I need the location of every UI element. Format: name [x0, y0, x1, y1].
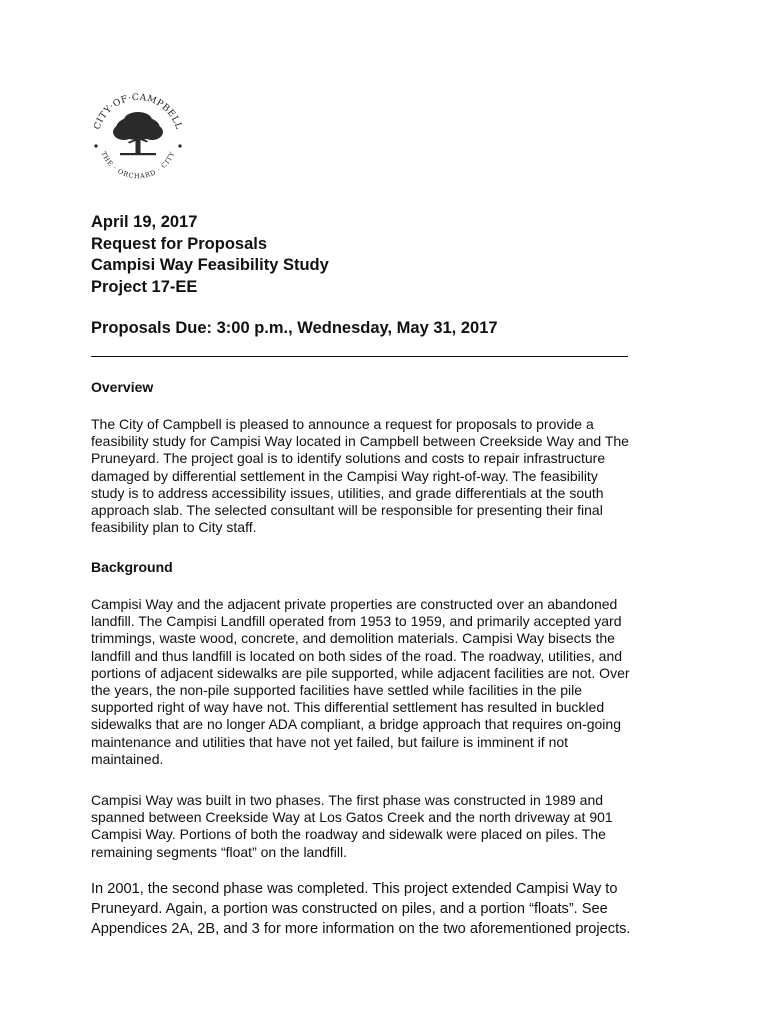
text-line: feasibility study for Campisi Way located in Campbell between Creekside Way and The [91, 433, 629, 450]
overview-paragraph [91, 416, 681, 536]
text-line: landfill. The Campisi Landfill operated from 1953 to 1959, and primarily accepted yard [91, 613, 622, 630]
text-line: Pruneyard. Again, a portion was constructed on piles, and a portion “floats”. See [91, 901, 608, 917]
city-seal-logo [84, 82, 192, 190]
svg-text:CITY·OF·CAMPBELL: CITY·OF·CAMPBELL [92, 92, 184, 131]
background-paragraph-2 [91, 792, 681, 861]
text-line: Appendices 2A, 2B, and 3 for more information on the two aforementioned projects. [91, 921, 631, 937]
text-line: Campisi Way. Portions of both the roadway and sidewalk were placed on piles. The [91, 826, 606, 843]
text-line: Campisi Way was built in two phases. The first phase was constructed in 1989 and [91, 792, 604, 808]
document-type: Request for Proposals [91, 234, 268, 253]
text-line: supported right of way have not. This differential settlement has resulted in buckled [91, 699, 605, 716]
document-date: April 19, 2017 [91, 213, 198, 231]
text-line: landfill and thus landfill is located on both sides of the road. The roadway, utilities, and [91, 647, 623, 664]
text-line: trimmings, waste wood, concrete, and demolition materials. Campisi Way bisects the [91, 630, 615, 647]
text-line: In 2001, the second phase was completed. This project extended Campisi Way to [91, 881, 618, 897]
overview-heading: Overview [91, 379, 154, 395]
background-paragraph-1 [91, 596, 681, 768]
text-line: the years, the non-pile supported facilities have settled while facilities in the pile [91, 682, 583, 699]
text-line: Pruneyard. The project goal is to identify solutions and costs to repair infrastructure [91, 450, 606, 467]
background-paragraph-3 [91, 879, 681, 939]
project-number: Project 17-EE [91, 277, 198, 296]
text-line: study is to address accessibility issues, utilities, and grade differentials at the south [91, 484, 604, 501]
heading-block [91, 212, 651, 298]
text-line: The City of Campbell is pleased to announce a request for proposals to provide a [91, 416, 594, 432]
proposals-due: Proposals Due: 3:00 p.m., Wednesday, May 31, 2017 [91, 319, 498, 337]
text-line: portions of adjacent sidewalks are pile supported, while adjacent facilities are not. Over [91, 664, 630, 681]
text-line: spanned between Creekside Way at Los Gatos Creek and the north driveway at 901 [91, 809, 613, 826]
background-heading: Background [91, 559, 173, 575]
project-name: Campisi Way Feasibility Study [91, 256, 329, 274]
text-line: maintained. [91, 750, 164, 767]
text-line: maintenance and utilities that have not yet failed, but failure is imminent if not [91, 733, 569, 750]
text-line: feasibility plan to City staff. [91, 519, 257, 536]
divider [91, 356, 628, 357]
text-line: sidewalks that are no longer ADA compliant, a bridge approach that requires on-going [91, 716, 621, 733]
text-line: damaged by differential settlement in the Campisi Way right-of-way. The feasibility [91, 467, 598, 484]
text-line: remaining segments “float” on the landfill. [91, 843, 348, 860]
svg-text:THE · ORCHARD · CITY: THE · ORCHARD · CITY [99, 150, 177, 181]
text-line: Campisi Way and the adjacent private properties are constructed over an abandoned [91, 596, 618, 612]
text-line: approach slab. The selected consultant will be responsible for presenting their final [91, 502, 603, 519]
